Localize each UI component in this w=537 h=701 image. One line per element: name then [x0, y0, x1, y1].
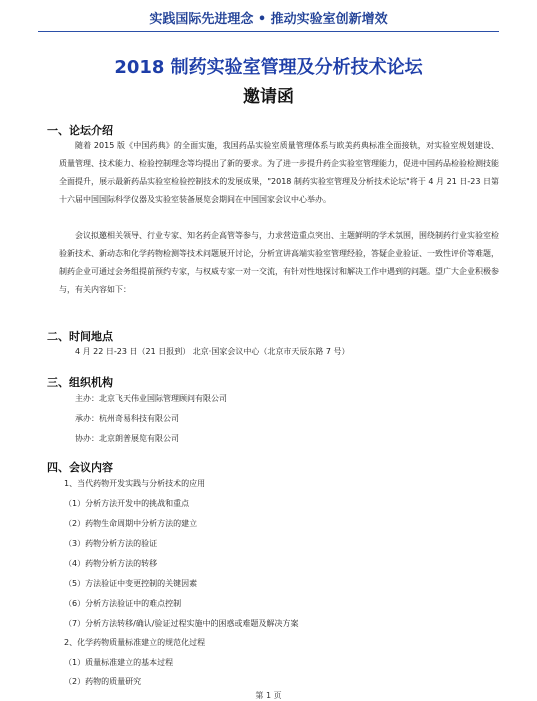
- org-co-organizer: 协办：北京朗普展览有限公司: [75, 434, 179, 443]
- content-item: （7）分析方法转移/确认/验证过程实施中的困惑或难题及解决方案: [64, 619, 299, 628]
- section-heading-organization: 三、组织机构: [47, 376, 113, 389]
- header-divider: [38, 31, 499, 32]
- content-item: （6）分析方法验证中的难点控制: [64, 599, 182, 608]
- org-organizer: 承办：杭州奇易科技有限公司: [75, 414, 179, 423]
- section-heading-content: 四、会议内容: [47, 461, 113, 474]
- content-item: （2）药物生命周期中分析方法的建立: [64, 519, 198, 528]
- page-number: 第 1 页: [255, 691, 282, 700]
- content-item: （3）药物分析方法的验证: [64, 539, 158, 548]
- content-item: （2）药物的质量研究: [64, 677, 142, 686]
- header-slogan: 实践国际先进理念 • 推动实验室创新增效: [149, 12, 388, 27]
- time-place-text: 4 月 22 日-23 日（21 日报到） 北京·国家会议中心（北京市天辰东路 7 号）: [75, 347, 350, 356]
- org-host: 主办：北京飞天伟业国际管理顾问有限公司: [75, 394, 227, 403]
- content-item: （1）分析方法开发中的挑战和重点: [64, 499, 190, 508]
- document-subtitle: 邀请函: [243, 87, 294, 107]
- section-heading-intro: 一、论坛介绍: [47, 124, 113, 137]
- content-topic-1: 1、当代药物开发实践与分析技术的应用: [64, 479, 206, 488]
- content-item: （4）药物分析方法的转移: [64, 559, 158, 568]
- intro-paragraph-1: 随着 2015 版《中国药典》的全面实施，我国药品实验室质量管理体系与欧美药典标准全面接轨，对实验室规划建设、质量管理、技术能力、检验控制理念等均提出了新的要求。为了进一步提升药企实验室管理能力，促进中国药品检验检测技能全面提升，展示最新药品实验室检验控制技术的发展成果，"2018 制药实验室管理及分析技术论坛"将于 4 月 21 日-23 日第十六届中国国际科学仪器及实验室装备展览会期间在中国国家会议中心举办。: [59, 141, 499, 204]
- section-heading-time-place: 二、时间地点: [47, 330, 113, 343]
- content-item: （1）质量标准建立的基本过程: [64, 658, 174, 667]
- document-title: 2018 制药实验室管理及分析技术论坛: [114, 57, 423, 78]
- content-item: （5）方法验证中变更控制的关键因素: [64, 579, 198, 588]
- content-topic-2: 2、化学药物质量标准建立的规范化过程: [64, 638, 206, 647]
- intro-paragraph-2: 会议拟邀相关领导、行业专家、知名药企高管等参与，力求营造重点突出、主题鲜明的学术氛围，围绕制药行业实验室检验新技术、新动态和化学药物检测等技术问题展开讨论，分析宣讲高端实验室管理经验，答疑企业验证、一致性评价等难题，制药企业可通过会务组提前预约专家，与权威专家一对一交流，有针对性地探讨和解决工作中遇到的问题。望广大企业积极参与，有关内容如下：: [59, 231, 499, 294]
